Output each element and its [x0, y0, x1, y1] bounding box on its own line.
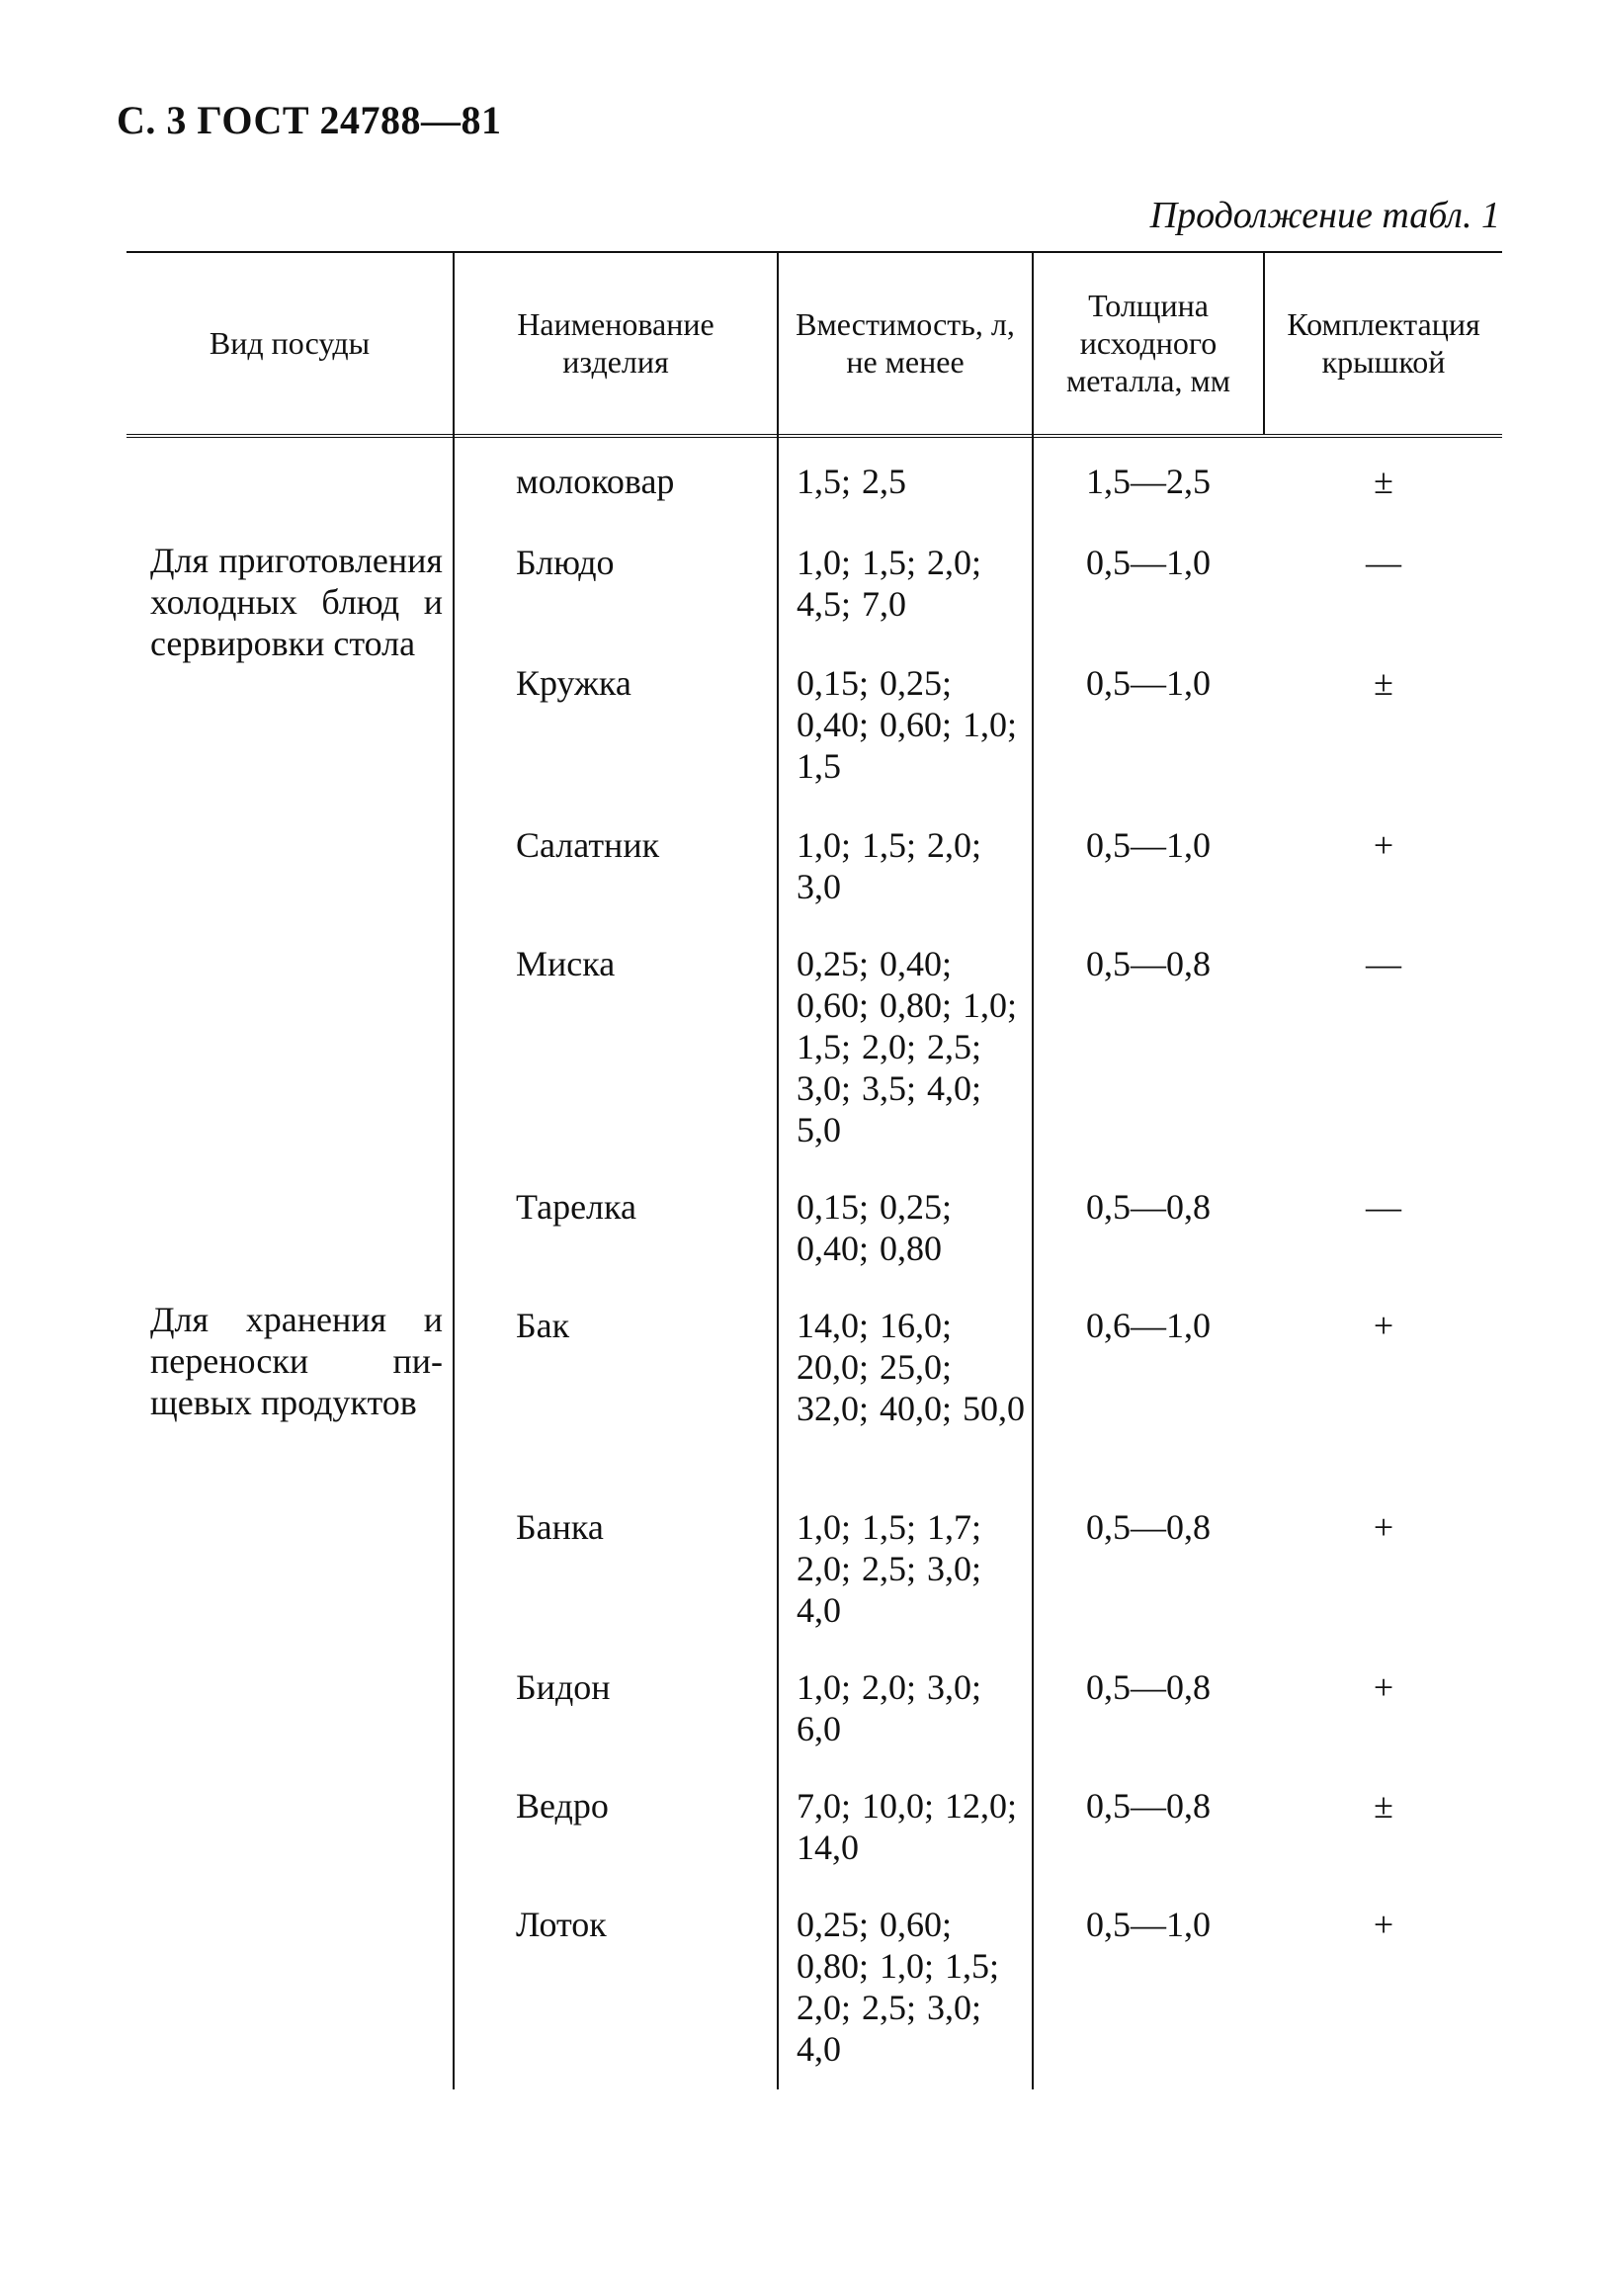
cell-capacity: 0,25; 0,60; 0,80; 1,0; 1,5; 2,0; 2,5; 3,0; 4,0	[797, 1905, 1000, 2069]
table-header-rule	[126, 434, 1502, 441]
cell-lid: ±	[1374, 1786, 1393, 1826]
cell-name: Тарелка	[516, 1187, 636, 1227]
group-cold-dishes: Для приготовления холодных блюд и сервировки стола	[150, 541, 443, 663]
cell-capacity: 1,0; 1,5; 2,0; 3,0	[797, 825, 982, 906]
cell-capacity: 1,5; 2,5	[797, 462, 907, 501]
cell-thickness: 0,5—1,0	[1086, 543, 1211, 582]
cell-thickness: 0,5—0,8	[1086, 1187, 1211, 1227]
cell-thickness: 1,5—2,5	[1086, 462, 1211, 501]
cell-thickness: 0,6—1,0	[1086, 1306, 1211, 1345]
header-name: Наименование изделия	[517, 305, 714, 380]
cell-thickness: 0,5—1,0	[1086, 825, 1211, 865]
cell-capacity: 1,0; 1,5; 1,7; 2,0; 2,5; 3,0; 4,0	[797, 1507, 982, 1630]
products-table	[126, 251, 1502, 2089]
group-storage: Для хранения и переноски пищевых продуктов	[150, 1300, 443, 1422]
cell-capacity: 7,0; 10,0; 12,0; 14,0	[797, 1786, 1018, 1867]
cell-capacity: 1,0; 1,5; 2,0; 4,5; 7,0	[797, 543, 982, 624]
header-capacity: Вместимость, л, не менее	[796, 305, 1015, 380]
cell-name: Бак	[516, 1306, 570, 1345]
cell-lid: ±	[1374, 462, 1393, 501]
cell-name: Блюдо	[516, 543, 615, 582]
cell-name: Ведро	[516, 1786, 609, 1826]
cell-name: молоковар	[516, 462, 675, 501]
cell-lid: +	[1373, 1306, 1394, 1345]
cell-name: Кружка	[516, 663, 631, 703]
cell-name: Лоток	[516, 1905, 607, 1944]
cell-thickness: 0,5—0,8	[1086, 944, 1211, 983]
cell-lid: ±	[1374, 663, 1393, 703]
cell-name: Салатник	[516, 825, 660, 865]
cell-lid: +	[1373, 1507, 1394, 1547]
header-type: Вид посуды	[209, 324, 371, 361]
cell-lid: +	[1373, 1905, 1394, 1944]
cell-thickness: 0,5—0,8	[1086, 1786, 1211, 1826]
cell-capacity: 0,15; 0,25; 0,40; 0,60; 1,0; 1,5	[797, 663, 1018, 786]
cell-capacity: 14,0; 16,0; 20,0; 25,0; 32,0; 40,0; 50,0	[797, 1306, 1026, 1428]
cell-thickness: 0,5—0,8	[1086, 1507, 1211, 1547]
column-divider	[453, 251, 455, 2089]
header-lid: Комплектация крышкой	[1287, 305, 1480, 380]
cell-lid: +	[1373, 1667, 1394, 1707]
cell-thickness: 0,5—0,8	[1086, 1667, 1211, 1707]
cell-name: Банка	[516, 1507, 604, 1547]
table-continuation-label: Продолжение табл. 1	[1149, 195, 1500, 236]
cell-name: Бидон	[516, 1667, 611, 1707]
cell-thickness: 0,5—1,0	[1086, 1905, 1211, 1944]
cell-lid: —	[1366, 543, 1401, 582]
cell-name: Миска	[516, 944, 616, 983]
cell-capacity: 0,25; 0,40; 0,60; 0,80; 1,0; 1,5; 2,0; 2,5; 3,0; 3,5; 4,0; 5,0	[797, 944, 1018, 1149]
cell-capacity: 0,15; 0,25; 0,40; 0,80	[797, 1187, 953, 1268]
cell-lid: +	[1373, 825, 1394, 865]
cell-thickness: 0,5—1,0	[1086, 663, 1211, 703]
cell-capacity: 1,0; 2,0; 3,0; 6,0	[797, 1667, 982, 1748]
column-divider	[777, 251, 779, 2089]
header-thickness: Толщина исходного металла, мм	[1066, 287, 1230, 398]
cell-lid: —	[1366, 944, 1401, 983]
page-header: С. 3 ГОСТ 24788—81	[117, 98, 502, 142]
cell-lid: —	[1366, 1187, 1401, 1227]
